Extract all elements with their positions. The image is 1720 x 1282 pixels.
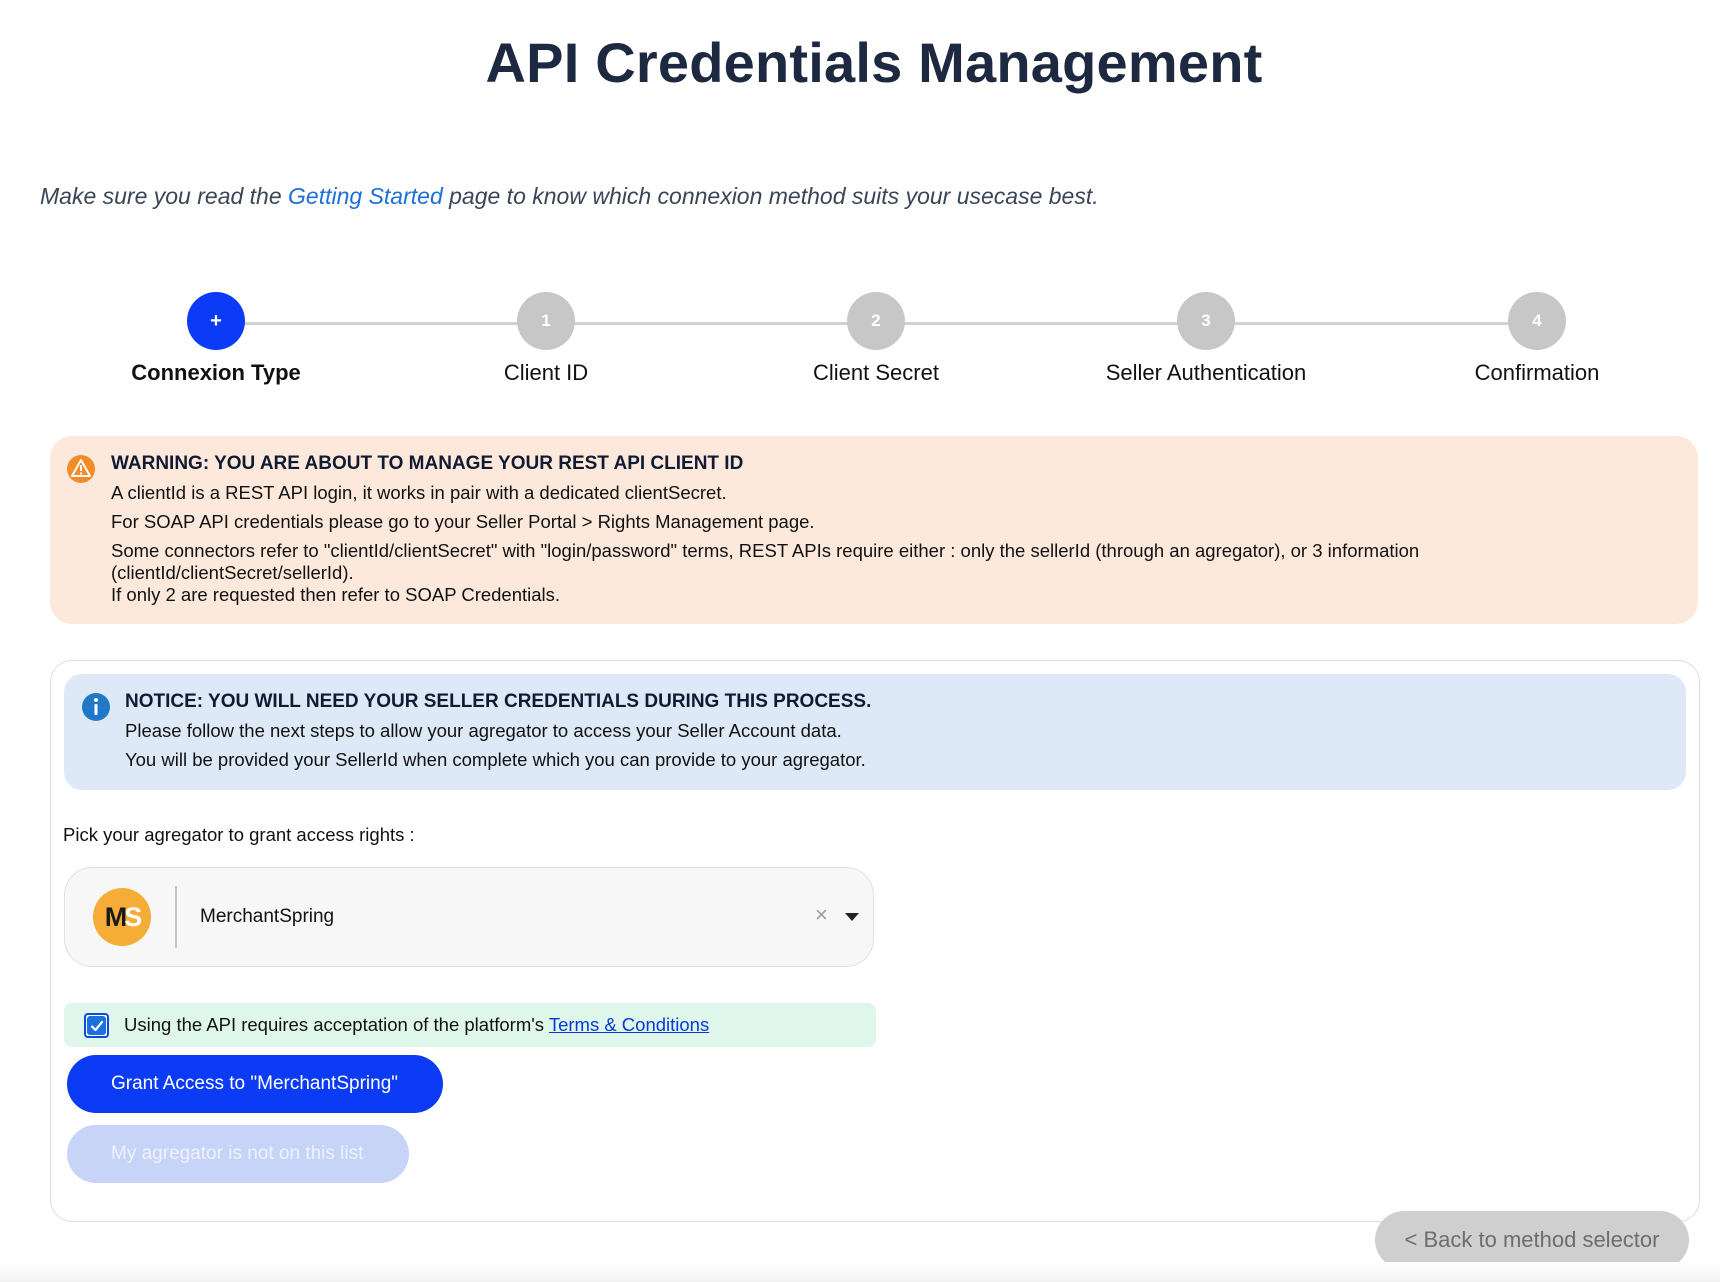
step-label: Connexion Type	[131, 360, 301, 385]
terms-text	[124, 1014, 709, 1036]
checkbox-fill	[87, 1016, 106, 1035]
terms-checkbox[interactable]	[84, 1013, 109, 1038]
warning-line: If only 2 are requested then refer to SOAP Credentials.	[111, 584, 561, 605]
step-connexion-type[interactable]	[66, 292, 366, 386]
agregator-card	[50, 660, 1700, 1222]
intro-text	[40, 183, 1099, 210]
terms-acceptance	[64, 1003, 876, 1047]
step-marker: 4	[1508, 292, 1566, 350]
agregator-selected-value: MerchantSpring	[200, 906, 335, 927]
step-label: Client Secret	[813, 360, 939, 385]
step-marker: 3	[1177, 292, 1235, 350]
logo-letter-m: M	[104, 901, 125, 932]
agregator-select[interactable]	[64, 867, 874, 967]
step-label: Confirmation	[1474, 360, 1600, 385]
terms-conditions-link[interactable]: Terms & Conditions	[548, 1014, 710, 1035]
warning-banner	[50, 436, 1698, 624]
notice-line: Please follow the next steps to allow your agregator to access your Seller Account data.	[125, 720, 842, 741]
step-confirmation[interactable]	[1387, 292, 1687, 386]
notice-banner	[64, 674, 1686, 790]
page-title: API Credentials Management	[485, 31, 1263, 94]
step-client-secret[interactable]	[726, 292, 1026, 386]
notice-title: NOTICE: YOU WILL NEED YOUR SELLER CREDENTIALS DURING THIS PROCESS.	[125, 691, 872, 712]
agregator-not-listed-button[interactable]: My agregator is not on this list	[67, 1125, 409, 1183]
checkmark-icon	[90, 1019, 104, 1033]
step-seller-authentication[interactable]	[1056, 292, 1356, 386]
logo-letter-s: S	[124, 901, 140, 932]
warning-line: A clientId is a REST API login, it works in pair with a dedicated clientSecret.	[111, 482, 727, 503]
step-client-id[interactable]	[396, 292, 696, 386]
terms-label: Using the API requires acceptation of the platform's	[124, 1014, 549, 1035]
back-to-method-selector-button[interactable]: < Back to method selector	[1375, 1211, 1689, 1269]
select-divider	[175, 886, 177, 948]
intro-text-after: page to know which connexion method suits your usecase best.	[442, 183, 1099, 209]
clear-selection-icon[interactable]: ×	[815, 902, 828, 927]
chevron-down-icon[interactable]	[845, 913, 859, 921]
notice-line: You will be provided your SellerId when complete which you can provide to your agregator.	[125, 749, 866, 770]
getting-started-link[interactable]: Getting Started	[288, 183, 443, 209]
warning-line: Some connectors refer to "clientId/clientSecret" with "login/password" terms, REST APIs require either : only the sellerId (through an agregator), or 3 information	[111, 540, 1420, 561]
warning-title: WARNING: YOU ARE ABOUT TO MANAGE YOUR REST API CLIENT ID	[111, 453, 744, 474]
intro-text-before: Make sure you read the	[40, 183, 289, 209]
step-marker: +	[187, 292, 245, 350]
grant-access-button[interactable]: Grant Access to "MerchantSpring"	[67, 1055, 443, 1113]
warning-line: (clientId/clientSecret/sellerId).	[111, 562, 354, 583]
agregator-label: Pick your agregator to grant access rights :	[63, 824, 415, 845]
warning-line: For SOAP API credentials please go to your Seller Portal > Rights Management page.	[111, 511, 815, 532]
stepper	[0, 292, 1720, 392]
step-label: Seller Authentication	[1105, 360, 1307, 385]
info-circle-icon	[81, 692, 111, 722]
bottom-fade	[0, 1262, 1720, 1282]
step-label: Client ID	[503, 360, 589, 385]
warning-triangle-icon	[66, 454, 96, 484]
step-marker: 2	[847, 292, 905, 350]
merchantspring-logo	[93, 888, 151, 946]
step-marker: 1	[517, 292, 575, 350]
